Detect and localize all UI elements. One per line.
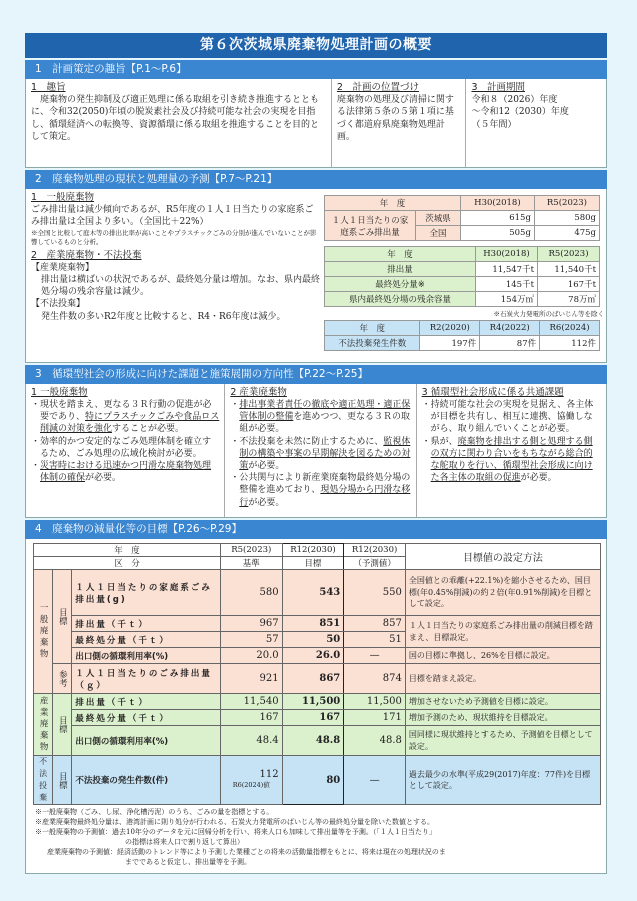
targets-table: 年 度 R5(2023) R12(2030) R12(2030) 目標値の設定方法 区 分 基準 目標 （予測値） 一般廃棄物 目標 １人１日当たりの家庭系ごみ排出量(g) 580 543 550 全国値との乖離(+22.1%)を縮小させるため、国目標(年0.45%削減)の約２倍(年0.91%削減)を目標として設定。 排出量（千ｔ） 967 851 857 １人１日当たりの家庭系ごみ排出量の削減目標を踏まえ、目標設定。 最終処分量（千ｔ） 57 50 51 出口側の循環利用率(%) 20.0 26.0 — 国の目標に準拠し、26%を目標に設定。 参考 １人１日当たりのごみ排出量（ｇ） 921 867 874 目標を踏まえ設定。 産業廃棄物 目標 排出量（千ｔ） 11,540 11,500 11,500 増加させないため予測値を目標に設定。 最終処分量（千ｔ） 167 167 171 増加予測のため、現状維持を目標設定。 出口側の循環利用率(%) 48.4 48.8 48.8 国同様に現状維持とするため、予測値を目標として設定。 不法投棄 目標 不法投棄の発生件数(件) 112 R6(2024)値 80 — 過去最少の水準(平成29(2017)年度：77件)を目標として設定。	[33, 543, 601, 805]
section4-header: 4 廃棄物の減量化等の目標【P.26〜P.29】	[25, 520, 607, 539]
issues-common-column	[417, 384, 606, 517]
list-item: ・持続可能な社会の実現を見据え、各主体が目標を共有し、相互に連携、協働しながら、取り組んでいくことが必要。	[421, 400, 594, 435]
table-row: 最終処分量（千ｔ） 167 167 171 増加予測のため、現状維持を目標設定。	[34, 710, 601, 726]
illegal-dumping-table: 年 度 R2(2020) R4(2022) R6(2024) 不法投棄発生件数 197件 87件 112件	[324, 320, 600, 351]
status-tables	[324, 195, 604, 351]
issues-industrial-heading: 2 産業廃棄物	[230, 387, 287, 398]
table-row: 参考 １人１日当たりのごみ排出量（ｇ） 921 867 874 目標を踏まえ設定。	[34, 664, 601, 694]
period-line3: （５年間）	[471, 119, 517, 130]
dumping-subheading: 【不法投棄】	[31, 299, 86, 310]
list-item: ・現状を踏まえ、更なる３Ｒ行動の促進が必要であり、特にプラスチックごみや食品ロス削減の対策を強化することが必要。	[31, 400, 220, 435]
list-item: ・災害時における迅速かつ円滑な廃棄物処理体制の確保が必要。	[31, 461, 212, 484]
overview-document	[25, 33, 607, 874]
section4-body	[25, 539, 607, 874]
period-column	[466, 79, 606, 167]
industrial-subheading: 【産業廃棄物】	[31, 262, 95, 273]
household-waste-table: 年 度 H30(2018) R5(2023) １人１日当たりの家庭系ごみ排出量 茨城県 615g 580g 全国 505g 475g	[324, 195, 600, 241]
general-waste-heading: 1 一般廃棄物	[31, 192, 95, 203]
page-title: 第６次茨城県廃棄物処理計画の概要	[25, 33, 607, 58]
section1-header: 1 計画策定の趣旨【P.1〜P.6】	[25, 60, 607, 79]
table-row: 産業廃棄物 目標 排出量（千ｔ） 11,540 11,500 11,500 増加させないため予測値を目標に設定。	[34, 694, 601, 710]
general-waste-text: ごみ排出量は減少傾向であるが、R5年度の１人１日当たりの家庭系ごみ排出量は全国より多い。（全国比＋22%）	[31, 205, 314, 228]
section3-header: 3 循環型社会の形成に向けた課題と施策展開の方向性【P.22〜P.25】	[25, 365, 607, 384]
table-row: 排出量（千ｔ） 967 851 857 １人１日当たりの家庭系ごみ排出量の削減目標を踏まえ、目標設定。	[34, 616, 601, 632]
issues-common-heading: 3 循環型社会形成に係る共通課題	[421, 387, 564, 398]
industrial-table-note: ※石炭火力発電所のばいじん等を除く	[493, 310, 604, 318]
industrial-text: 排出量は横ばいの状況であるが、最終処分量は増加。なお、県内最終処分場の残余容量は減少。	[41, 274, 321, 298]
list-item: ・公共関与により新産業廃棄物最終処分場の整備を進めており、現処分場から円滑な移行が必要。	[230, 473, 411, 508]
issues-general-heading: 1 一般廃棄物	[31, 387, 88, 398]
table-row: 一般廃棄物 目標 １人１日当たりの家庭系ごみ排出量(g) 580 543 550 全国値との乖離(+22.1%)を縮小させるため、国目標(年0.45%削減)の約２倍(年0.91%削減)を目標として設定。	[34, 570, 601, 616]
list-item: ・県が、廃棄物を排出する側と処理する側の双方に関わり合いをもちながら総合的な舵取りを行い、循環型社会形成に向けた各主体の取組の促進が必要。	[421, 436, 593, 484]
section3-body	[25, 384, 607, 518]
household-row-label: １人１日当たりの家庭系ごみ排出量	[325, 211, 416, 241]
table-row: 出口側の循環利用率(%) 20.0 26.0 — 国の目標に準拠し、26%を目標に設定。	[34, 648, 601, 664]
issues-industrial-column	[225, 384, 416, 517]
industrial-waste-table: 年 度 H30(2018) R5(2023) 排出量 11,547千t 11,540千t 最終処分量※ 145千t 167千t 県内最終処分場の残余容量 154万㎥ 78万㎥	[324, 246, 600, 307]
section2-header: 2 廃棄物処理の現状と処理量の予測【P.7〜P.21】	[25, 170, 607, 189]
footnotes: ※一般廃棄物（ごみ、し尿、浄化槽汚泥）のうち、ごみの量を指標とする。 ※産業廃棄物最終処分量は、港湾計画に則り処分が行われる、石炭火力発電所のばいじん等の最終処分量を除いた数値とする。 ※一般廃棄物の予測値：過去10年分のデータを元に回帰分析を行い、将来人口も加味して排出量等を予測。（「１人１日当たり」 の指標は将来人口で割り返して算出） 産業廃棄物の予測値：経済活動のトレンド等により予測した業種ごとの将来の活動量指標をもとに、将来は現在の処理状況のま までであると仮定し、排出量等を予測。	[35, 808, 446, 866]
period-heading: 3 計画期間	[471, 82, 526, 93]
positioning-heading: 2 計画の位置づけ	[336, 82, 419, 93]
list-item: ・不法投棄を未然に防止するために、監視体制の構築や事案の早期解決を図るための対策が必要。	[230, 436, 411, 472]
period-line1: 令和８（2026）年度	[471, 95, 558, 105]
general-waste-note: ※全国と比較して庭木等の排出比率が高いことやプラスチックごみの分別が進んでいないことが影響しているものと分析。	[31, 228, 317, 246]
list-item: ・効率的かつ安定的なごみ処理体制を確立するため、ごみ処理の広域化検討が必要。	[31, 436, 212, 459]
current-status-text	[31, 192, 321, 323]
purpose-column	[26, 79, 332, 167]
section1-body	[25, 79, 607, 168]
table-row: 出口側の循環利用率(%) 48.4 48.8 48.8 国同様に現状維持とするため、予測値を目標として設定。	[34, 726, 601, 756]
section2-body	[25, 189, 607, 363]
list-item: ・排出事業者責任の徹底や適正処理・適正保管体制の整備を進めつつ、更なる３Ｒの取組が必要。	[230, 400, 411, 435]
table-row: 不法投棄 目標 不法投棄の発生件数(件) 112 R6(2024)値 80 — 過去最少の水準(平成29(2017)年度：77件)を目標として設定。	[34, 756, 601, 805]
issues-general-column	[26, 384, 225, 517]
purpose-text: 廃棄物の発生抑制及び適正処理に係る取組を引き続き推進するとともに、令和32(2050)年頃の脱炭素社会及び持続可能な社会の実現を目指し、循環経済への転換等、資源循環に係る取組を推進することを目的として策定。	[31, 95, 320, 142]
table-row: 最終処分量（千ｔ） 57 50 51	[34, 632, 601, 648]
purpose-heading: 1 趣旨	[31, 82, 66, 93]
dumping-text: 発生件数の多いR2年度と比較すると、R4・R6年度は減少。	[41, 311, 286, 322]
positioning-column	[332, 79, 467, 167]
industrial-heading: 2 産業廃棄物・不法投棄	[31, 249, 142, 261]
method-header: 目標値の設定方法	[405, 544, 600, 570]
period-line2: 〜令和12（2030）年度	[471, 107, 569, 118]
positioning-text: 廃棄物の処理及び清掃に関する法律第５条の５第１項に基づく都道府県廃棄物処理計画。	[336, 95, 454, 142]
